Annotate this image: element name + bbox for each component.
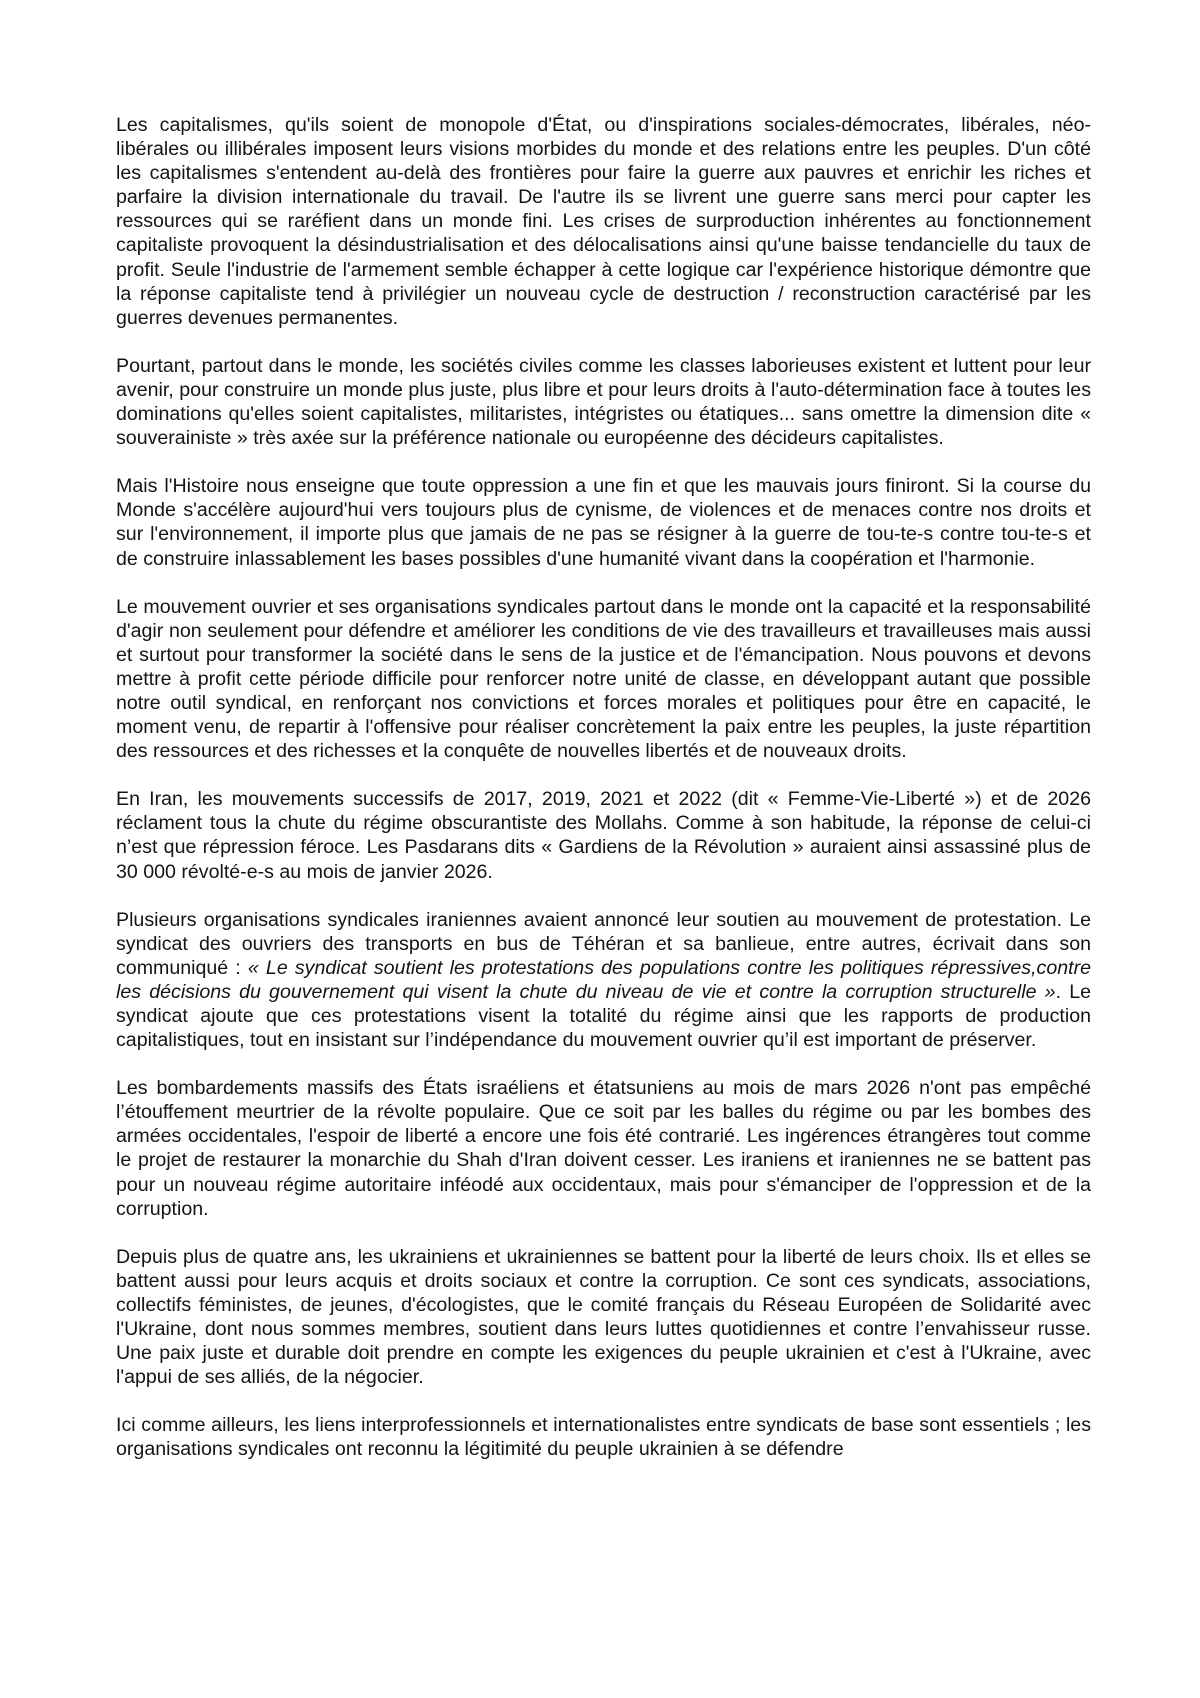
paragraph-iran: En Iran, les mouvements successifs de 2017, 2019, 2021 et 2022 (dit « Femme-Vie-Liberté ») et de 2026 réclament tous la chute du régime obscurantiste des Mollahs. Comme à son habitude, la réponse de celui-ci n’est que répression féroce. Les Pasdarans dits « Gardiens de la Révolution » auraient ainsi assassiné plus de 30 000 révolté-e-s au mois de janvier 2026.	[116, 788, 1091, 883]
union-statement-quote: « Le syndicat soutient les protestations des populations contre les politiques répressives,contre les décisions du gouvernement qui visent la chute du niveau de vie et contre la corruption structurelle »	[116, 956, 1091, 1003]
paragraph-societes-civiles: Pourtant, partout dans le monde, les sociétés civiles comme les classes laborieuses existent et luttent pour leur avenir, pour construire un monde plus juste, plus libre et pour leurs droits à l'auto-détermination face à toutes les dominations qu'elles soient capitalistes, militaristes, intégristes ou étatiques... sans omettre la dimension dite « souverainiste » très axée sur la préférence nationale ou européenne des décideurs capitalistes.	[116, 354, 1091, 450]
document-body	[116, 113, 1091, 1462]
paragraph-liens-internationalistes: Ici comme ailleurs, les liens interprofessionnels et internationalistes entre syndicats de base sont essentiels ; les organisations syndicales ont reconnu la légitimité du peuple ukrainien à se défendre	[116, 1414, 1091, 1461]
paragraph-syndicats-iraniens	[116, 908, 1091, 1053]
paragraph-bombardements: Les bombardements massifs des États israéliens et étatsuniens au mois de mars 2026 n'ont pas empêché l’étouffement meurtrier de la révolte populaire. Que ce soit par les balles du régime ou par les bombes des armées occidentales, l'espoir de liberté a encore une fois été contrarié. Les ingérences étrangères tout comme le projet de restaurer la monarchie du Shah d'Iran doivent cesser. Les iraniens et iraniennes ne se battent pas pour un nouveau régime autoritaire inféodé aux occidentaux, mais pour s'émanciper de l'oppression et de la corruption.	[116, 1077, 1091, 1220]
paragraph-mouvement-ouvrier: Le mouvement ouvrier et ses organisations syndicales partout dans le monde ont la capacité et la responsabilité d'agir non seulement pour défendre et améliorer les conditions de vie des travailleurs et travailleuses mais aussi et surtout pour transformer la société dans le sens de la justice et de l'émancipation. Nous pouvons et devons mettre à profit cette période difficile pour renforcer notre unité de classe, en développant autant que possible notre outil syndical, en renforçant nos convictions et forces morales et politiques pour être en capacité, le moment venu, de repartir à l'offensive pour réaliser concrètement la paix entre les peuples, la juste répartition des ressources et des richesses et la conquête de nouvelles libertés et de nouveaux droits.	[116, 595, 1091, 763]
paragraph-syndicats-iraniens-outro: . Le syndicat ajoute que ces protestations visent la totalité du régime ainsi que les rapports de production capitalistiques, tout en insistant sur l’indépendance du mouvement ouvrier qu’il est important de préserver.	[116, 980, 1091, 1052]
paragraph-ukraine: Depuis plus de quatre ans, les ukrainiens et ukrainiennes se battent pour la liberté de leurs choix. Ils et elles se battent aussi pour leurs acquis et droits sociaux et contre la corruption. Ce sont ces syndicats, associations, collectifs féministes, de jeunes, d'écologistes, que le comité français du Réseau Européen de Solidarité avec l'Ukraine, dont nous sommes membres, soutient dans leurs luttes quotidiennes et contre l’envahisseur russe. Une paix juste et durable doit prendre en compte les exigences du peuple ukrainien et c'est à l'Ukraine, avec l'appui de ses alliés, de la négocier.	[116, 1245, 1091, 1389]
paragraph-capitalismes: Les capitalismes, qu'ils soient de monopole d'État, ou d'inspirations sociales-démocrates, libérales, néo-libérales ou illibérales imposent leurs visions morbides du monde et des relations entre les peuples. D'un côté les capitalismes s'entendent au-delà des frontières pour faire la guerre aux pauvres et enrichir les riches et parfaire la division internationale du travail. De l'autre ils se livrent une guerre sans merci pour capter les ressources qui se raréfient dans un monde fini. Les crises de surproduction inhérentes au fonctionnement capitaliste provoquent la désindustrialisation et des délocalisations ainsi qu'une baisse tendancielle du taux de profit. Seule l'industrie de l'armement semble échapper à cette logique car l'expérience historique démontre que la réponse capitaliste tend à privilégier un nouveau cycle de destruction / reconstruction caractérisé par les guerres devenues permanentes.	[116, 114, 1091, 329]
paragraph-histoire: Mais l'Histoire nous enseigne que toute oppression a une fin et que les mauvais jours finiront. Si la course du Monde s'accélère aujourd'hui vers toujours plus de cynisme, de violences et de menaces contre nos droits et sur l'environnement, il importe plus que jamais de ne pas se résigner à la guerre de tou-te-s contre tou-te-s et de construire inlassablement les bases possibles d'une humanité vivant dans la coopération et l'harmonie.	[116, 475, 1091, 570]
paragraph-syndicats-iraniens-intro: Plusieurs organisations syndicales iraniennes avaient annoncé leur soutien au mouvement de protestation. Le syndicat des ouvriers des transports en bus de Téhéran et sa banlieue, entre autres, écrivait dans son communiqué :	[116, 908, 1091, 979]
